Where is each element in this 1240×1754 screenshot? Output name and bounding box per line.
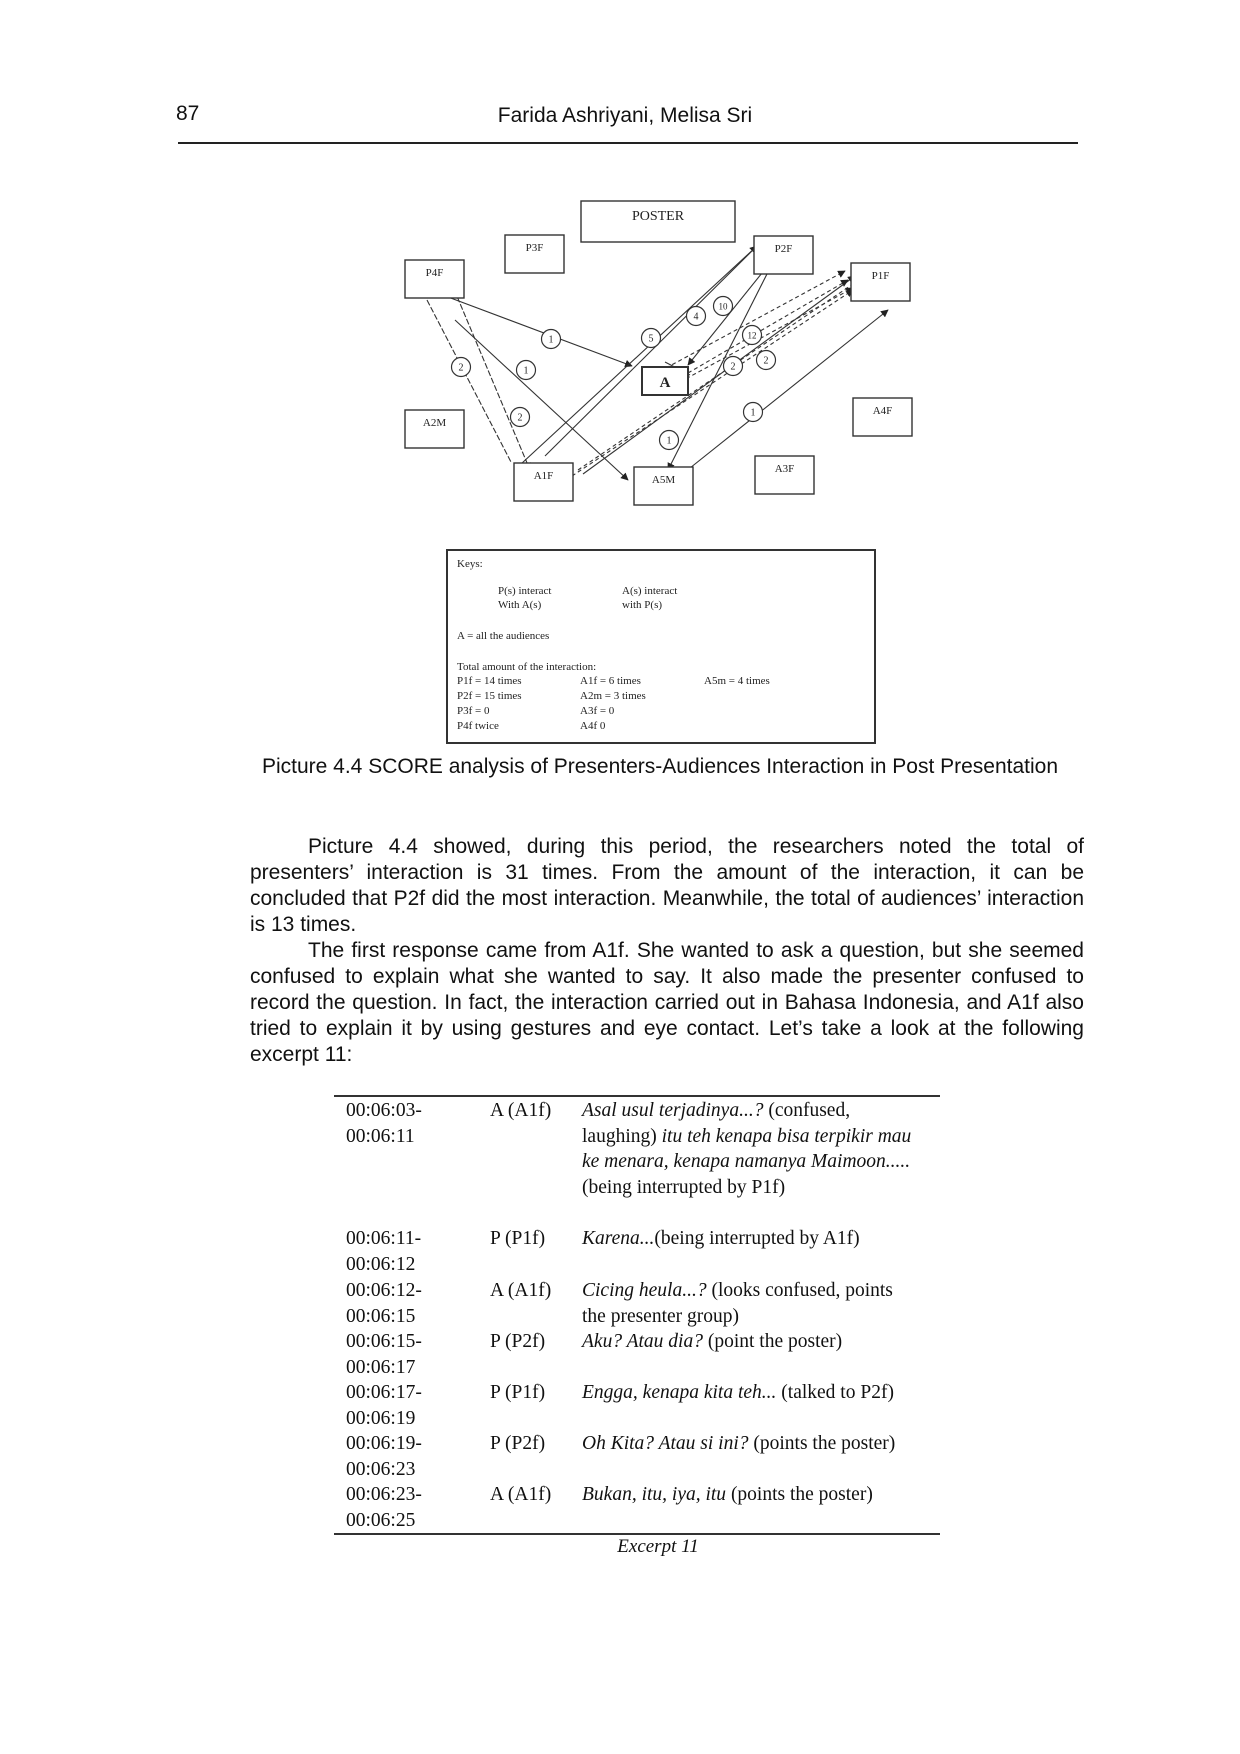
node-box-p1f <box>851 263 910 301</box>
node-box-a2m <box>405 410 464 448</box>
excerpt-utterance: Aku? Atau dia? (point the poster) <box>582 1331 843 1352</box>
keys-box <box>446 549 876 744</box>
excerpt-timestamp: 00:06:11- 00:06:12 <box>346 1228 422 1275</box>
keys-title: Keys: <box>457 558 483 570</box>
excerpt-timestamp: 00:06:15- 00:06:17 <box>346 1331 422 1378</box>
keys-legend-audiences: A(s) interact with P(s) <box>622 585 678 611</box>
excerpt-utterance: Oh Kita? Atau si ini? (points the poster) <box>582 1433 896 1454</box>
node-box-a3f <box>755 456 814 494</box>
node-box-p3f <box>505 235 564 273</box>
running-head-authors: Farida Ashriyani, Melisa Sri <box>497 104 753 127</box>
node-label-p1f: P1F <box>871 270 890 282</box>
edge-count-label-6: 2 <box>730 361 736 373</box>
node-label-a1f: A1F <box>533 470 554 482</box>
keys-total-title: Total amount of the interaction: <box>457 661 597 673</box>
edge-count-label-10: 2 <box>517 412 523 424</box>
excerpt-timestamp: 00:06:23- 00:06:25 <box>346 1484 422 1531</box>
keys-p2: P2f = 15 times <box>457 690 522 702</box>
excerpt-utterance: Bukan, itu, iya, itu (points the poster) <box>582 1484 873 1505</box>
node-box-a5m <box>634 467 693 505</box>
keys-p4: P4f twice <box>457 720 499 732</box>
excerpt-speaker: A (A1f) <box>490 1280 552 1301</box>
excerpt-top-rule <box>334 1095 940 1097</box>
node-label-a2m: A2M <box>422 417 447 429</box>
node-box-p4f <box>405 260 464 298</box>
node-label-a4f: A4F <box>872 405 893 417</box>
keys-a1: A1f = 6 times <box>580 675 641 687</box>
node-box-p2f <box>754 236 813 274</box>
body-paragraph-2: The first response came from A1f. She wanted to ask a question, but she seemed confused to explain what she wanted to say. It also made the presenter confused to record the question. In fact, the interaction carried out in Bahasa Indonesia, and A1f also tried to explain it by using gestures and eye contact. Let’s take a look at the following excerpt 11: <box>250 939 1084 1066</box>
node-label-poster: POSTER <box>631 209 685 224</box>
excerpt-speaker: P (P1f) <box>490 1228 546 1249</box>
keys-a2: A2m = 3 times <box>580 690 646 702</box>
edge-count-label-1: 1 <box>548 334 554 346</box>
body-paragraph-1: Picture 4.4 showed, during this period, the researchers noted the total of presenters’ interaction is 31 times. From the amount of the interaction, it can be concluded that P2f did the most interaction. Meanwhile, the total of audiences’ interaction is 13 times. <box>250 835 1084 936</box>
edge-count-label-7: 2 <box>763 355 769 367</box>
excerpt-label: Excerpt 11 <box>617 1536 699 1557</box>
keys-a3: A3f = 0 <box>580 705 615 717</box>
keys-a5: A5m = 4 times <box>704 675 770 687</box>
node-label-p3f: P3F <box>525 242 544 254</box>
node-label-a3f: A3F <box>774 463 795 475</box>
excerpt-speaker: P (P1f) <box>490 1382 546 1403</box>
page-number: 87 <box>176 102 200 125</box>
excerpt-utterance: Cicing heula...? (looks confused, points the presenter group) <box>582 1280 893 1327</box>
excerpt-utterance: Engga, kenapa kita teh... (talked to P2f) <box>582 1382 894 1403</box>
excerpt-utterance: Karena...(being interrupted by A1f) <box>582 1228 860 1249</box>
interaction-arrow-1 <box>440 294 632 366</box>
node-box-a4f <box>853 398 912 436</box>
keys-p1: P1f = 14 times <box>457 675 522 687</box>
keys-a4: A4f 0 <box>580 720 606 732</box>
keys-a-definition: A = all the audiences <box>457 630 550 642</box>
edge-count-label-9: 2 <box>458 362 464 374</box>
excerpt-timestamp: 00:06:03- 00:06:11 <box>346 1100 422 1147</box>
excerpt-timestamp: 00:06:19- 00:06:23 <box>346 1433 422 1480</box>
edge-count-label-5: 12 <box>747 330 757 341</box>
node-label-a5m: A5M <box>651 474 676 486</box>
excerpt-speaker: A (A1f) <box>490 1484 552 1505</box>
excerpt-bottom-rule <box>334 1533 940 1535</box>
excerpt-timestamp: 00:06:17- 00:06:19 <box>346 1382 422 1429</box>
edge-count-label-12: 1 <box>666 435 672 447</box>
node-label-a: A <box>659 375 671 391</box>
excerpt-speaker: A (A1f) <box>490 1100 552 1121</box>
edge-count-label-3: 4 <box>693 311 699 323</box>
interaction-arrow-15 <box>690 310 888 468</box>
node-box-a1f <box>514 463 573 501</box>
excerpt-timestamp: 00:06:12- 00:06:15 <box>346 1280 422 1327</box>
edge-count-label-11: 1 <box>750 407 756 419</box>
keys-p3: P3f = 0 <box>457 705 490 717</box>
edge-count-label-4: 10 <box>718 301 728 312</box>
excerpt-speaker: P (P2f) <box>490 1331 546 1352</box>
edge-count-label-2: 5 <box>648 333 654 345</box>
node-label-p2f: P2F <box>774 243 793 255</box>
edge-count-label-8: 1 <box>523 365 529 377</box>
node-label-p4f: P4F <box>425 267 444 279</box>
excerpt-speaker: P (P2f) <box>490 1433 546 1454</box>
excerpt-utterance: Asal usul terjadinya...? (confused, laughing) itu teh kenapa bisa terpikir mau ke menara, kenapa namanya Maimoon..... (being interrupted by P1f) <box>582 1100 912 1199</box>
keys-legend-presenters: P(s) interact With A(s) <box>498 585 552 611</box>
figure-caption: Picture 4.4 SCORE analysis of Presenters-Audiences Interaction in Post Presentation <box>261 755 1059 778</box>
